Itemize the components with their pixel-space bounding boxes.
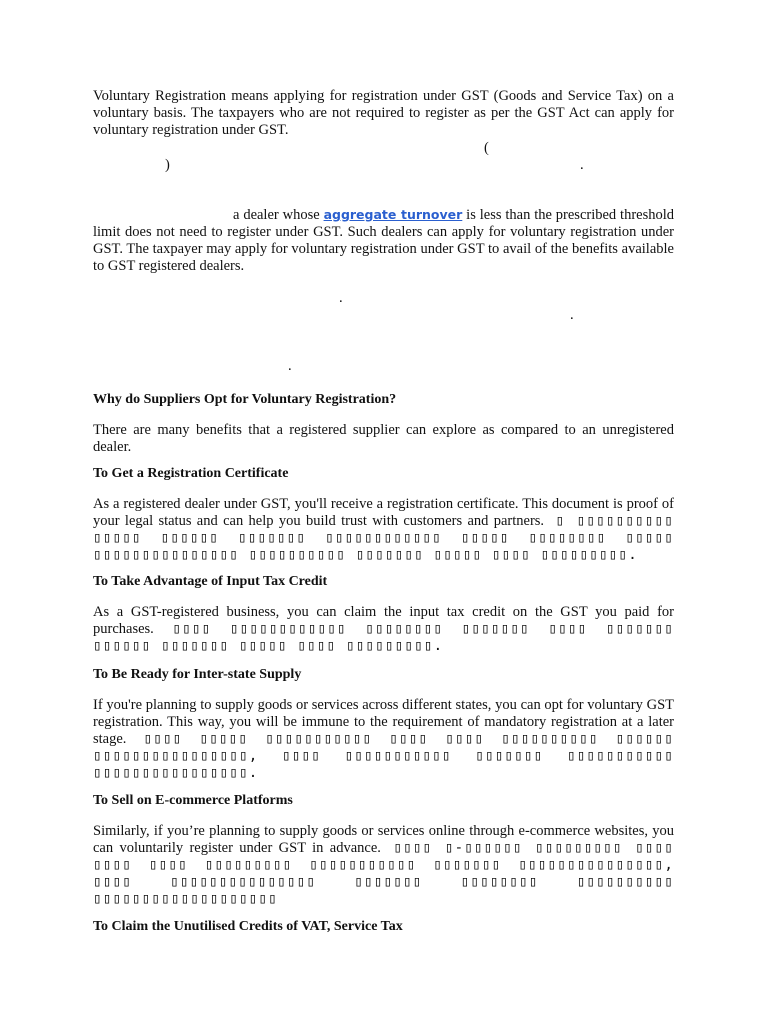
interstate-text (93, 697, 674, 782)
paren-close: ) (165, 157, 170, 173)
stray-dot-4: . (288, 358, 292, 374)
ecommerce-heading: To Sell on E-commerce Platforms (93, 793, 293, 808)
ecommerce-body: Similarly, if you’re planning to supply goods or services online through e-commerce websites, you can voluntarily register under GST in advance. (93, 823, 674, 856)
dealer-paragraph (93, 206, 674, 275)
why-text: There are many benefits that a registered supplier can explore as compared to an unregistered dealer. (93, 422, 674, 455)
intro-text: Voluntary Registration means applying for registration under GST (Goods and Service Tax) on a voluntary basis. The taxpayers who are not required to register as per the GST Act can apply for voluntary registration under GST. (93, 88, 674, 138)
dealer-lead: a dealer whose (233, 207, 320, 223)
dealer-text (93, 206, 674, 275)
interstate-body: If you're planning to supply goods or services across different states, you can opt for voluntary GST registration. This way, you will be immune to the requirement of mandatory registration at a later stage. (93, 697, 674, 747)
ecommerce-text (93, 823, 674, 908)
interstate-section (93, 666, 674, 782)
ecommerce-section (93, 792, 674, 908)
certificate-text (93, 496, 674, 564)
itc-text (93, 604, 674, 655)
stray-dot-2: . (339, 290, 343, 306)
intro-paragraph (93, 88, 674, 139)
certificate-heading: To Get a Registration Certificate (93, 466, 289, 481)
stray-dot-1: . (580, 157, 584, 173)
paren-open: ( (484, 140, 489, 156)
why-section (93, 391, 674, 456)
aggregate-turnover-link[interactable]: aggregate turnover (323, 207, 463, 222)
itc-glyphs: ▯▯▯▯ ▯▯▯▯▯▯▯▯▯▯▯▯ ▯▯▯▯▯▯▯▯ ▯▯▯▯▯▯▯ ▯▯▯▯ ▯▯▯▯▯▯▯ ▯▯▯▯▯▯ ▯▯▯▯▯▯▯ ▯▯▯▯▯ ▯▯▯▯ ▯▯▯▯▯▯▯▯▯. (93, 621, 674, 654)
unutilised-heading: To Claim the Unutilised Credits of VAT, Service Tax (93, 919, 403, 934)
certificate-body: As a registered dealer under GST, you'll receive a registration certificate. This document is proof of your legal status and can help you build trust with customers and partners. (93, 496, 674, 529)
ecommerce-glyphs: ▯▯▯▯ ▯-▯▯▯▯▯▯ ▯▯▯▯▯▯▯▯▯ ▯▯▯▯ ▯▯▯▯ ▯▯▯▯ ▯▯▯▯▯▯▯▯▯ ▯▯▯▯▯▯▯▯▯▯▯ ▯▯▯▯▯▯▯ ▯▯▯▯▯▯▯▯▯▯▯▯▯▯▯, ▯▯▯▯ ▯▯▯▯▯▯▯▯▯▯▯▯▯▯▯ ▯▯▯▯▯▯▯ ▯▯▯▯▯▯▯▯ ▯▯▯▯▯▯▯▯▯▯ ▯▯▯▯▯▯▯▯▯▯▯▯▯▯▯▯▯▯▯ (93, 840, 674, 907)
itc-body: As a GST-registered business, you can claim the input tax credit on the GST you paid for purchases. (93, 604, 674, 637)
dealer-rest: is less than the prescribed threshold limit does not need to register under GST. Such dealers can apply for voluntary registration under GST. The taxpayer may apply for voluntary registration under GST to avail of the benefits available to GST registered dealers. (93, 207, 675, 274)
interstate-glyphs: ▯▯▯▯ ▯▯▯▯▯ ▯▯▯▯▯▯▯▯▯▯▯ ▯▯▯▯ ▯▯▯▯ ▯▯▯▯▯▯▯▯▯▯ ▯▯▯▯▯▯ ▯▯▯▯▯▯▯▯▯▯▯▯▯▯▯▯, ▯▯▯▯ ▯▯▯▯▯▯▯▯▯▯▯ ▯▯▯▯▯▯▯ ▯▯▯▯▯▯▯▯▯▯▯ ▯▯▯▯▯▯▯▯▯▯▯▯▯▯▯▯. (93, 731, 674, 781)
stray-dot-3: . (570, 307, 574, 323)
itc-heading: To Take Advantage of Input Tax Credit (93, 574, 328, 589)
why-heading: Why do Suppliers Opt for Voluntary Registration? (93, 392, 397, 407)
unutilised-section (93, 918, 674, 935)
certificate-glyphs: ▯ ▯▯▯▯▯▯▯▯▯▯ ▯▯▯▯▯ ▯▯▯▯▯▯ ▯▯▯▯▯▯▯ ▯▯▯▯▯▯▯▯▯▯▯▯ ▯▯▯▯▯ ▯▯▯▯▯▯▯▯ ▯▯▯▯▯ ▯▯▯▯▯▯▯▯▯▯▯▯▯▯▯ ▯▯▯▯▯▯▯▯▯▯ ▯▯▯▯▯▯▯ ▯▯▯▯▯ ▯▯▯▯ ▯▯▯▯▯▯▯▯▯. (93, 513, 674, 563)
interstate-heading: To Be Ready for Inter-state Supply (93, 667, 302, 682)
itc-section (93, 573, 674, 655)
certificate-section (93, 465, 674, 564)
